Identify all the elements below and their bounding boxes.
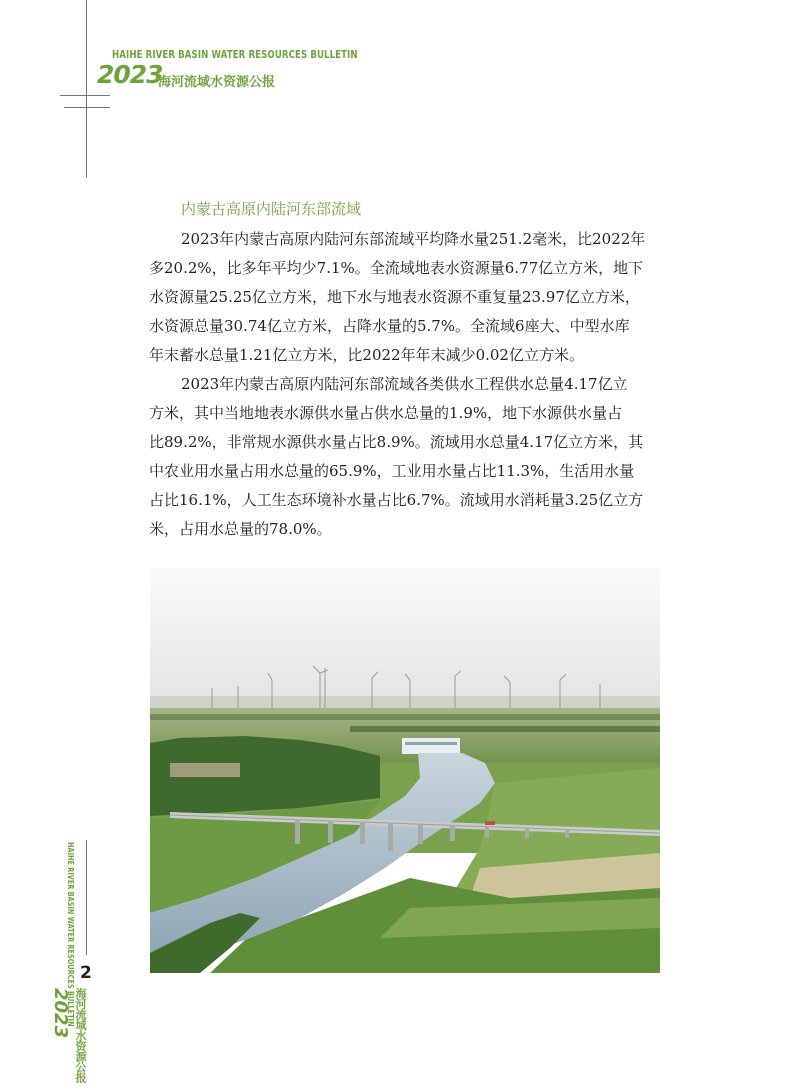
section-heading: 内蒙古高原内陆河东部流域 — [181, 200, 362, 218]
header-rule-bottom — [64, 107, 110, 108]
header-year: 2023 — [97, 60, 163, 89]
paragraph-line: 2023年内蒙古高原内陆河东部流域平均降水量251.2毫米，比2022年 — [181, 230, 646, 248]
paragraph-line: 米，占用水总量的78.0%。 — [149, 520, 332, 538]
sluice-gate — [402, 738, 460, 754]
river-landscape-photo — [150, 568, 660, 973]
paragraph-2 — [149, 370, 661, 544]
sky — [150, 568, 660, 703]
landscape-illustration — [150, 568, 660, 973]
paragraph-line: 多20.2%，比多年平均少7.1%。全流域地表水资源量6.77亿立方米，地下 — [149, 259, 644, 277]
paragraph-1 — [149, 225, 661, 370]
paragraph-line: 占比16.1%，人工生态环境补水量占比6.7%。流域用水消耗量3.25亿立方 — [149, 491, 644, 509]
paragraph-line: 2023年内蒙古高原内陆河东部流域各类供水工程供水总量4.17亿立 — [181, 375, 628, 393]
header-rule-top — [60, 95, 110, 96]
paragraph-line: 方米，其中当地地表水源供水量占供水总量的1.9%，地下水源供水量占 — [149, 404, 623, 422]
header-english-title: HAIHE RIVER BASIN WATER RESOURCES BULLETIN — [112, 49, 358, 61]
paragraph-line: 年末蓄水总量1.21亿立方米，比2022年年末减少0.02亿立方米。 — [149, 346, 584, 364]
sidebar-chinese-title: 海河流域水资源公报 — [74, 988, 87, 1083]
header-vertical-rule — [86, 0, 87, 178]
mid-tree-line — [350, 726, 660, 732]
paragraph-line: 中农业用水量占用水总量的65.9%，工业用水量占比11.3%，生活用水量 — [149, 462, 635, 480]
page-number: 2 — [80, 963, 92, 983]
paragraph-line: 水资源总量30.74亿立方米，占降水量的5.7%。全流域6座大、中型水库 — [149, 317, 630, 335]
sidebar-vertical-rule — [86, 840, 87, 955]
paragraph-line: 比89.2%，非常规水源供水量占比8.9%。流域用水总量4.17亿立方米，其 — [149, 433, 644, 451]
sidebar-year: 2023 — [50, 988, 71, 1039]
sidebar-english-title: HAIHE RIVER BASIN WATER RESOURCES BULLETIN — [66, 842, 75, 1027]
paragraph-line: 水资源量25.25亿立方米，地下水与地表水资源不重复量23.97亿立方米， — [149, 288, 640, 306]
village-houses — [170, 763, 240, 777]
far-tree-line — [150, 714, 660, 720]
header-chinese-title: 海河流域水资源公报 — [158, 75, 276, 90]
